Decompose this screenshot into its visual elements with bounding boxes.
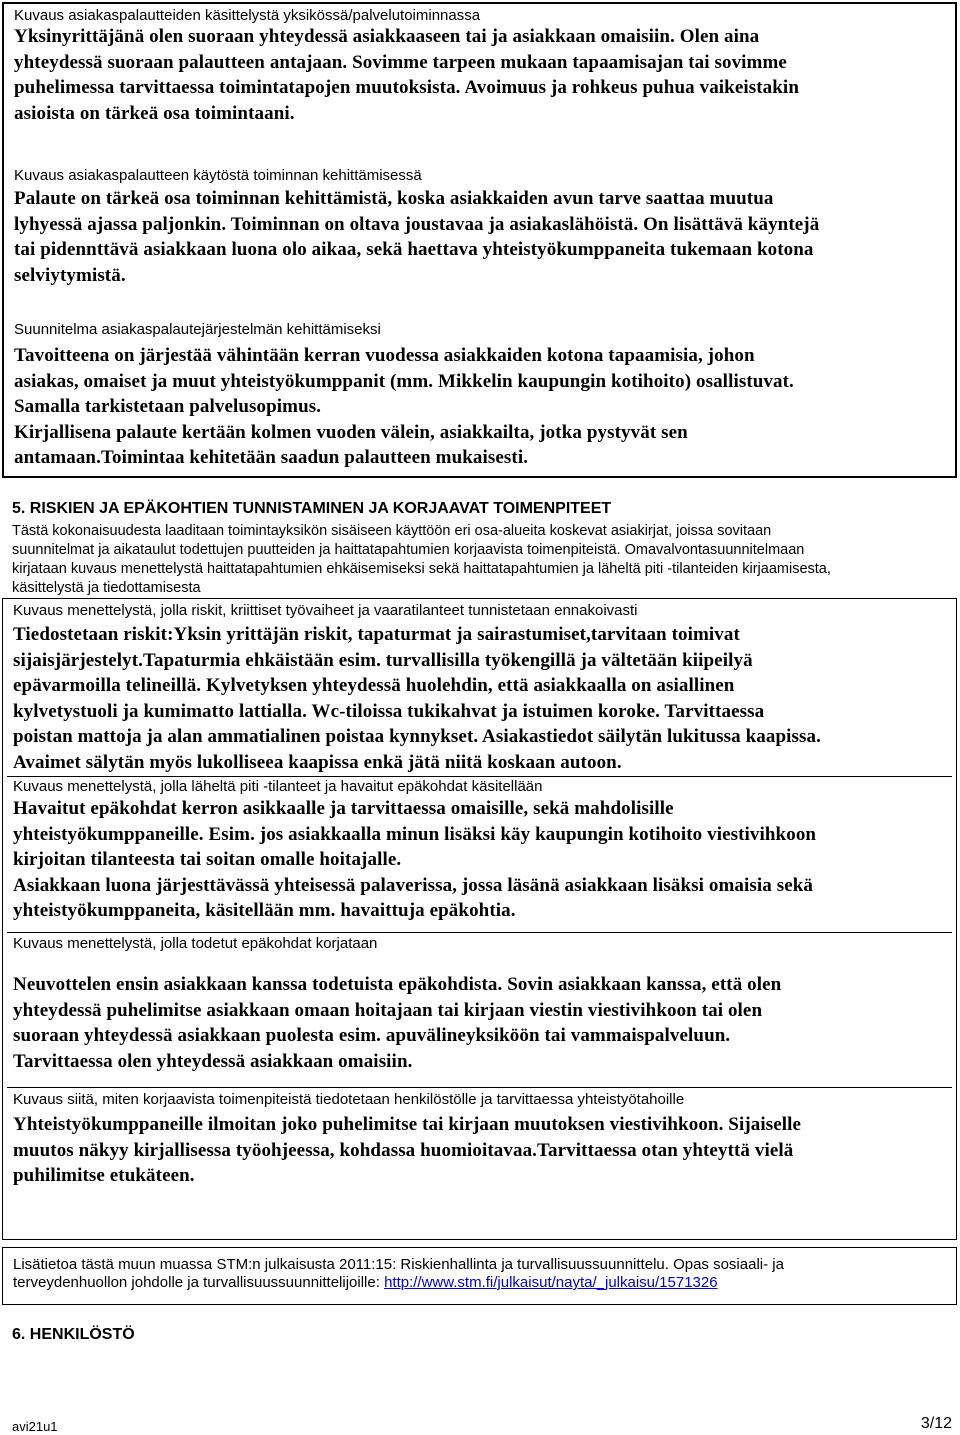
more-info-text xyxy=(13,1256,784,1292)
risk-identification-text: Tiedostetaan riskit:Yksin yrittäjän riskit, tapaturmat ja sairastumiset,tarvitaan toimivat sijaisjärjestelyt.Tapaturmia ehkäistään esim. turvallisilla työkengillä ja vältetään kiipeilyä epävarmoilla telineillä. Kylvetyksen yhteydessä huolehdin, että asiakkaalla on asiallinen kylvetystuoli ja kumimatto lattialla. Wc-tiloissa tukikahvat ja istuimen koroke. Tarvittaessa poistan mattoja ja alan ammatialinen poistaa kynnykset. Asiakastiedot säilytän lukitussa kaapissa. Avaimet sälytän myös lukolliseea kaapissa enkä jätä niitä koskaan autoon. xyxy=(13,624,821,773)
correction-label: Kuvaus menettelystä, jolla todetut epäkohdat korjataan xyxy=(13,935,378,952)
feedback-plan-text: Tavoitteena on järjestää vähintään kerran vuodessa asiakkaiden kotona tapaamisia, johon asiakas, omaiset ja muut yhteistyökumppanit (mm. Mikkelin kaupungin kotihoito) osallistuvat. Samalla tarkistetaan palvelusopimus. Kirjallisena palaute kertään kolmen vuoden välein, asiakkailta, jotka pystyvät sen antamaan.Toimintaa kehitetään saadun palautteen mukaisesti. xyxy=(14,345,794,468)
section-6-heading: 6. HENKILÖSTÖ xyxy=(12,1326,135,1343)
correction-text: Neuvottelen ensin asiakkaan kanssa todetuista epäkohdista. Sovin asiakkaan kanssa, että olen yhteydessä puhelimitse asiakkaan omaan hoitajaan tai kirjaan viestin viestivihkoon tai olen suoraan yhteydessä asiakkaan puolesta esim. apuvälineyksiköön tai vammaispalveluun. Tarvittaessa olen yhteydessä asiakkaan omaisiin. xyxy=(13,974,782,1072)
feedback-box xyxy=(2,2,957,478)
more-info-body: Lisätietoa tästä muun muassa STM:n julkaisusta 2011:15: Riskienhallinta ja turvallisuussuunnittelu. Opas sosiaali- ja terveydenhuollon johdolle ja turvallisuussuunnittelijoille: xyxy=(13,1256,784,1291)
divider xyxy=(7,776,952,777)
footer-code: avi21u1 xyxy=(12,1419,58,1434)
feedback-usage-label: Kuvaus asiakaspalautteen käytöstä toiminnan kehittämisessä xyxy=(14,167,422,184)
stm-publication-link[interactable]: http://www.stm.fi/julkaisut/nayta/_julkaisu/1571326 xyxy=(384,1274,718,1291)
feedback-handling-text: Yksinyrittäjänä olen suoraan yhteydessä asiakkaaseen tai ja asiakkaan omaisiin. Olen aina yhteydessä suoraan palautteen antajaan. Sovimme tarpeen mukaan tapaamisajan tai sovimme puhelimessa tarvittaessa toimintatapojen muutoksista. Avoimuus ja rohkeus puhua vaikeistakin asioista on tärkeä osa toimintaani. xyxy=(14,26,799,124)
near-miss-text: Havaitut epäkohdat kerron asikkaalle ja tarvittaessa omaisille, sekä mahdolisille yhteistyökumppaneille. Esim. jos asiakkaalla minun lisäksi käy kaupungin kotihoito viestivihkoon kirjoitan tilanteesta tai soitan omalle hoitajalle. Asiakkaan luona järjesttävässä yhteisessä palaverissa, jossa läsänä asiakkaan lisäksi omaisia sekä yhteistyökumppaneita, käsitellään mm. havaittuja epäkohtia. xyxy=(13,798,817,921)
more-info-box xyxy=(2,1247,957,1305)
feedback-handling-label: Kuvaus asiakaspalautteiden käsittelystä yksikössä/palvelutoiminnassa xyxy=(14,7,481,24)
divider xyxy=(7,1087,952,1088)
feedback-usage-text: Palaute on tärkeä osa toiminnan kehittämistä, koska asiakkaiden avun tarve saattaa muutua lyhyessä ajassa paljonkin. Toiminnan on oltava joustavaa ja asiakaslähöistä. On lisättävä käyntejä tai pidennttävä asiakkaan luona olo aikaa, sekä haettava yhteistyökumppaneita tukemaan kotona selviytymistä. xyxy=(14,188,820,286)
risk-procedures-box xyxy=(2,598,957,1240)
page-number: 3/12 xyxy=(920,1415,952,1432)
communication-label: Kuvaus siitä, miten korjaavista toimenpiteistä tiedotetaan henkilöstölle ja tarvittaessa yhteistyötahoille xyxy=(13,1091,685,1108)
section-5-intro: Tästä kokonaisuudesta laaditaan toimintayksikön sisäiseen käyttöön eri osa-alueita koskevat asiakirjat, joissa sovitaan suunnitelmat ja aikataulut todettujen puutteiden ja haittatapahtumien korjaavista toimenpiteistä. Omavalvontasuunnitelmaan kirjataan kuvaus menettelystä haittatapahtumien ehkäisemiseksi sekä haittatapahtumien ja läheltä piti -tilanteiden kirjaamisesta, käsittelystä ja tiedottamisesta xyxy=(12,523,831,596)
divider xyxy=(7,932,952,933)
section-5-heading: 5. RISKIEN JA EPÄKOHTIEN TUNNISTAMINEN JA KORJAAVAT TOIMENPITEET xyxy=(12,500,612,517)
feedback-plan-label: Suunnitelma asiakaspalautejärjestelmän kehittämiseksi xyxy=(14,321,381,338)
risk-identification-label: Kuvaus menettelystä, jolla riskit, kriittiset työvaiheet ja vaaratilanteet tunnistetaan ennakoivasti xyxy=(13,602,638,619)
near-miss-label: Kuvaus menettelystä, jolla läheltä piti -tilanteet ja havaitut epäkohdat käsitellään xyxy=(13,778,543,795)
communication-text: Yhteistyökumppaneille ilmoitan joko puhelimitse tai kirjaan muutoksen viestivihkoon. Sijaiselle muutos näkyy kirjallisessa työohjeessa, kohdassa huomioitavaa.Tarvittaessa otan yhteyttä vielä puhilimitse etukäteen. xyxy=(13,1114,802,1186)
